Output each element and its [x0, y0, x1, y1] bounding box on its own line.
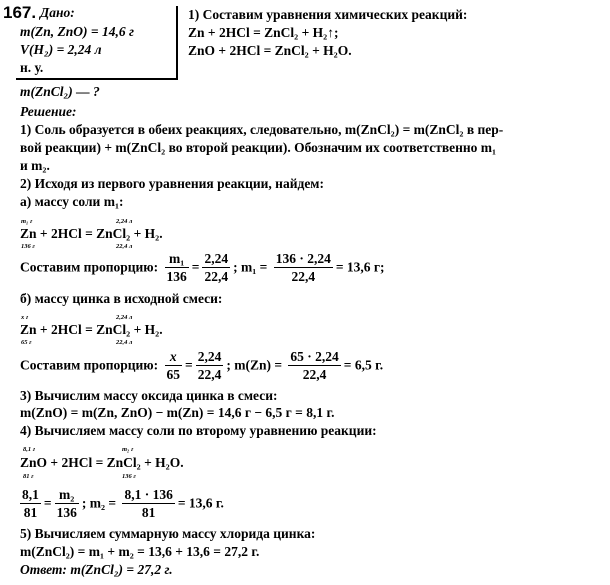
reaction-equation-1: Zn + 2HCl = ZnCl₂ + H₂↑; — [188, 25, 339, 40]
annotation-zn-top: x г — [21, 314, 29, 321]
fraction-numerator: 8,1 · 136 — [124, 487, 173, 502]
proportion-mid: ; m(Zn) = — [226, 357, 283, 373]
annotation-zn-bottom: 136 г — [21, 243, 35, 250]
step1-line3: и m₂. — [20, 158, 50, 173]
proportion-mid: ; m₁ = — [233, 259, 268, 275]
fraction-denominator: 22,4 — [204, 269, 229, 284]
fraction-denominator: 65 — [166, 367, 180, 382]
step1-line2: вой реакции) + m(ZnCl₂ во второй реакции). Обозначим их соответственно m₁ — [20, 140, 497, 155]
step2a-equation: Zn + 2HCl = ZnCl₂ + H₂. — [20, 226, 163, 241]
fraction-denominator: 136 — [56, 505, 77, 520]
fraction-numerator: m₁ — [165, 250, 189, 268]
fraction-numerator: 2,24 — [197, 349, 222, 364]
fraction-denominator: 22,4 — [291, 269, 316, 284]
answer-value: m(ZnCl₂) = 27,2 г. — [70, 562, 173, 577]
find-value: m(ZnCl₂) — ? — [20, 84, 100, 99]
given-conditions: н. у. — [20, 60, 44, 75]
proportion-label: Составим пропорцию: — [20, 259, 159, 275]
step2a-proportion: Составим пропорцию: $\frac{\text{m₁}}{136}$ = $\frac{2,24}{22,4}$ ; m₁ = $\frac{136 \cdot 2,24}{22,4}$ = 13,6 г; — [20, 251, 385, 284]
step5-header: 5) Вычисляем суммарную массу хлорида цинка: — [20, 526, 316, 541]
fraction-denominator: 81 — [23, 505, 38, 520]
fraction-x-65 — [165, 348, 183, 383]
given-volume: V(H₂) = 2,24 л — [20, 42, 102, 57]
annotation-h2-top: 2,24 л — [116, 314, 133, 321]
annotation-zncl2-top: m₂ г — [122, 446, 134, 453]
proportion-result: = 6,5 г. — [343, 357, 384, 373]
annotation-zn-bottom: 65 г — [21, 339, 32, 346]
fraction-numerator: 65 · 2,24 — [290, 349, 339, 364]
step2-header: 2) Исходя из первого уравнения реакции, найдем: — [20, 176, 325, 191]
answer-line — [20, 562, 173, 578]
fraction-numerator: m₂ — [55, 486, 79, 504]
step2a-label: а) массу соли m₁: — [20, 194, 124, 209]
annotation-h2-bottom: 22,4 л — [116, 339, 133, 346]
fraction-m1-136 — [165, 250, 189, 285]
annotation-zno-top: 8,1 г — [23, 446, 36, 453]
annotation-h2-top: 2,24 л — [116, 218, 133, 225]
fraction-denominator: 81 — [141, 505, 156, 520]
fraction-calc — [288, 348, 340, 383]
fraction-numerator: 2,24 — [204, 251, 229, 266]
fraction-numerator: x — [165, 348, 183, 366]
fraction-denominator: 136 — [166, 269, 187, 284]
fraction-denominator: 22,4 — [302, 367, 327, 382]
given-mass: m(Zn, ZnO) = 14,6 г — [20, 24, 134, 39]
reaction-equation-2: ZnO + 2HCl = ZnCl₂ + H₂O. — [188, 43, 352, 58]
step1-line1: 1) Соль образуется в обеих реакциях, следовательно, m(ZnCl₂) = m(ZnCl₂ в пер- — [20, 122, 504, 137]
fraction-calc — [274, 250, 333, 285]
proportion-result: = 13,6 г. — [177, 495, 224, 511]
fraction-224-224 — [202, 250, 230, 285]
step4-header: 4) Вычисляем массу соли по второму уравнению реакции: — [20, 423, 377, 438]
fraction-81-81 — [20, 486, 41, 521]
fraction-numerator: 136 · 2,24 — [275, 251, 331, 266]
step2b-label: б) массу цинка в исходной смеси: — [20, 291, 223, 306]
annotation-zno-bottom: 81 г — [23, 473, 34, 480]
fraction-numerator: 8,1 — [22, 487, 39, 502]
reactions-header: 1) Составим уравнения химических реакций: — [188, 7, 468, 22]
proportion-label: Составим пропорцию: — [20, 357, 159, 373]
step4-proportion: $\frac{8,1}{81}$ = $\frac{\text{m₂}}{136}$ ; m₂ = $\frac{8,1 \cdot 136}{81}$ = 13,6 г. — [22, 487, 224, 520]
fraction-m2-136 — [55, 486, 79, 521]
proportion-mid: ; m₂ = — [81, 495, 117, 511]
given-label: Дано: — [40, 5, 75, 20]
fraction-denominator: 22,4 — [197, 367, 222, 382]
step2b-proportion: Составим пропорцию: $\frac{x}{65}$ = $\frac{2,24}{22,4}$ ; m(Zn) = $\frac{65 \cdot 2,24}{22,4}$ = 6,5 г. — [20, 349, 384, 382]
given-divider-vertical — [176, 6, 178, 78]
proportion-result: = 13,6 г; — [335, 259, 385, 275]
solution-label: Решение: — [20, 104, 77, 119]
fraction-calc — [122, 486, 174, 521]
fraction-224-224 — [196, 348, 224, 383]
step5-equation: m(ZnCl₂) = m₁ + m₂ = 13,6 + 13,6 = 27,2 г. — [20, 544, 260, 559]
given-divider-horizontal — [16, 78, 178, 80]
step2b-equation: Zn + 2HCl = ZnCl₂ + H₂. — [20, 322, 163, 337]
problem-number: 167. — [3, 3, 37, 22]
step3-equation: m(ZnO) = m(Zn, ZnO) − m(Zn) = 14,6 г − 6,5 г = 8,1 г. — [20, 405, 335, 420]
step3-header: 3) Вычислим массу оксида цинка в смеси: — [20, 388, 278, 403]
step4-equation: ZnO + 2HCl = ZnCl₂ + H₂O. — [20, 455, 184, 470]
annotation-h2-bottom: 22,4 л — [116, 243, 133, 250]
answer-label: Ответ: — [20, 562, 67, 577]
annotation-zn-top: m₁ г — [21, 218, 33, 225]
annotation-zncl2-bottom: 136 г — [122, 473, 136, 480]
